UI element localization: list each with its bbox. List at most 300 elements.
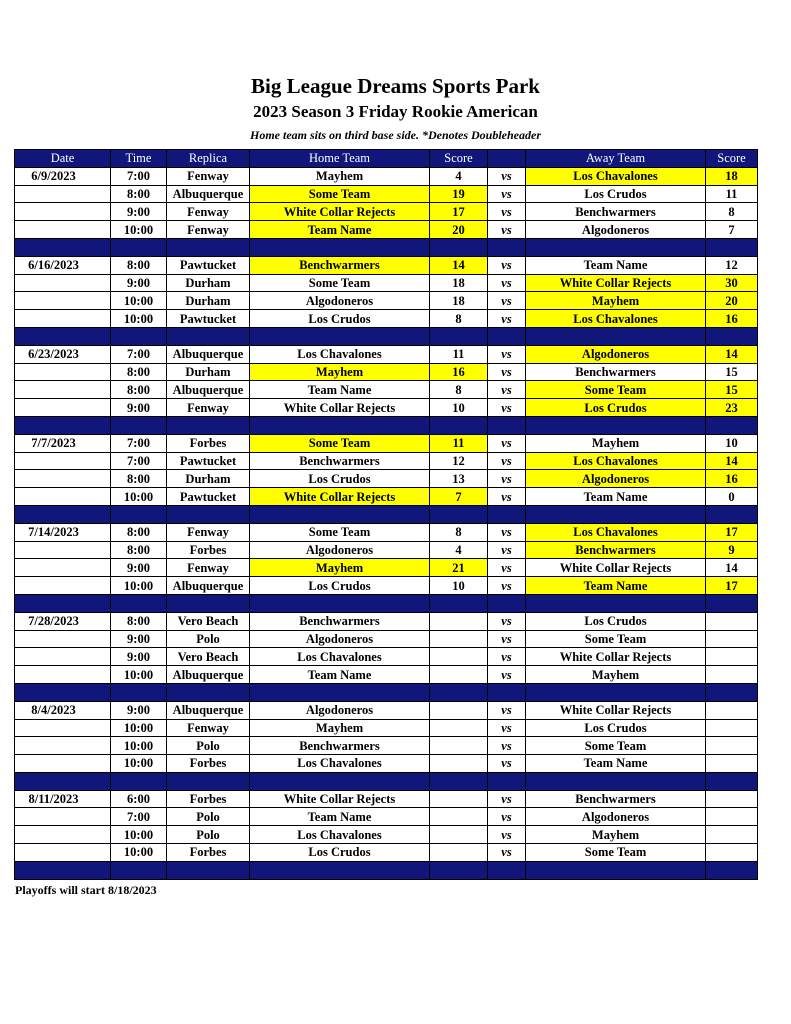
home-team: Los Chavalones xyxy=(250,648,430,666)
col-header-date: Date xyxy=(15,150,111,168)
separator-cell xyxy=(430,594,488,612)
separator-cell xyxy=(167,683,250,701)
away-score xyxy=(706,666,758,684)
away-team: Los Chavalones xyxy=(526,523,706,541)
game-time: 10:00 xyxy=(111,719,167,737)
home-score: 4 xyxy=(430,167,488,185)
home-team: Mayhem xyxy=(250,719,430,737)
separator-cell xyxy=(526,238,706,256)
away-score xyxy=(706,630,758,648)
separator-cell xyxy=(430,327,488,345)
separator-cell xyxy=(488,416,526,434)
game-row xyxy=(15,203,758,221)
vs-label: vs xyxy=(488,559,526,577)
away-score: 15 xyxy=(706,381,758,399)
game-date xyxy=(15,274,111,292)
separator-cell xyxy=(526,861,706,879)
away-team: Mayhem xyxy=(526,666,706,684)
game-field: Durham xyxy=(167,274,250,292)
game-row xyxy=(15,381,758,399)
home-team: Los Chavalones xyxy=(250,826,430,844)
game-field: Pawtucket xyxy=(167,310,250,328)
game-time: 8:00 xyxy=(111,612,167,630)
col-header-time: Time xyxy=(111,150,167,168)
away-score: 18 xyxy=(706,167,758,185)
game-row xyxy=(15,470,758,488)
separator-cell xyxy=(111,594,167,612)
game-time: 8:00 xyxy=(111,381,167,399)
col-header-vs xyxy=(488,150,526,168)
away-score xyxy=(706,826,758,844)
game-time: 9:00 xyxy=(111,203,167,221)
separator-cell xyxy=(167,772,250,790)
separator-cell xyxy=(250,861,430,879)
game-date: 7/14/2023 xyxy=(15,523,111,541)
away-score: 0 xyxy=(706,488,758,506)
away-score: 17 xyxy=(706,577,758,595)
game-date: 6/16/2023 xyxy=(15,256,111,274)
vs-label: vs xyxy=(488,488,526,506)
separator-cell xyxy=(250,594,430,612)
home-team: White Collar Rejects xyxy=(250,203,430,221)
game-field: Polo xyxy=(167,808,250,826)
away-score: 16 xyxy=(706,310,758,328)
col-header-replica: Replica xyxy=(167,150,250,168)
home-team: Some Team xyxy=(250,434,430,452)
vs-label: vs xyxy=(488,630,526,648)
game-field: Polo xyxy=(167,737,250,755)
separator-cell xyxy=(15,327,111,345)
header-row xyxy=(15,150,758,168)
home-score: 11 xyxy=(430,345,488,363)
vs-label: vs xyxy=(488,167,526,185)
away-score: 15 xyxy=(706,363,758,381)
separator-cell xyxy=(15,416,111,434)
home-score xyxy=(430,701,488,719)
home-team: Los Crudos xyxy=(250,310,430,328)
game-row xyxy=(15,274,758,292)
away-team: Some Team xyxy=(526,630,706,648)
vs-label: vs xyxy=(488,363,526,381)
game-row xyxy=(15,666,758,684)
separator-cell xyxy=(167,416,250,434)
game-time: 7:00 xyxy=(111,167,167,185)
week-separator xyxy=(15,772,758,790)
away-team: Some Team xyxy=(526,381,706,399)
separator-cell xyxy=(430,772,488,790)
separator-cell xyxy=(706,772,758,790)
game-date xyxy=(15,541,111,559)
vs-label: vs xyxy=(488,737,526,755)
home-score xyxy=(430,630,488,648)
away-team: Mayhem xyxy=(526,434,706,452)
game-time: 8:00 xyxy=(111,256,167,274)
game-time: 9:00 xyxy=(111,648,167,666)
separator-cell xyxy=(15,683,111,701)
separator-cell xyxy=(167,327,250,345)
home-score xyxy=(430,808,488,826)
game-date xyxy=(15,630,111,648)
home-score xyxy=(430,844,488,862)
home-team: Team Name xyxy=(250,666,430,684)
vs-label: vs xyxy=(488,755,526,773)
separator-cell xyxy=(488,505,526,523)
away-team: Mayhem xyxy=(526,292,706,310)
col-header-away-team: Away Team xyxy=(526,150,706,168)
game-time: 10:00 xyxy=(111,221,167,239)
game-field: Fenway xyxy=(167,167,250,185)
vs-label: vs xyxy=(488,470,526,488)
week-separator xyxy=(15,416,758,434)
vs-label: vs xyxy=(488,381,526,399)
game-date xyxy=(15,470,111,488)
game-row xyxy=(15,630,758,648)
week-separator xyxy=(15,861,758,879)
separator-cell xyxy=(430,238,488,256)
separator-cell xyxy=(706,416,758,434)
game-date: 8/4/2023 xyxy=(15,701,111,719)
game-date xyxy=(15,808,111,826)
game-field: Pawtucket xyxy=(167,452,250,470)
game-time: 8:00 xyxy=(111,185,167,203)
game-date xyxy=(15,719,111,737)
home-team: Team Name xyxy=(250,808,430,826)
col-header-home-team: Home Team xyxy=(250,150,430,168)
game-date xyxy=(15,844,111,862)
game-row xyxy=(15,363,758,381)
game-field: Albuquerque xyxy=(167,345,250,363)
separator-cell xyxy=(706,861,758,879)
home-team: Mayhem xyxy=(250,167,430,185)
game-date: 7/7/2023 xyxy=(15,434,111,452)
separator-cell xyxy=(706,594,758,612)
game-field: Albuquerque xyxy=(167,701,250,719)
separator-cell xyxy=(250,772,430,790)
game-time: 9:00 xyxy=(111,701,167,719)
vs-label: vs xyxy=(488,203,526,221)
home-score xyxy=(430,648,488,666)
home-team: Team Name xyxy=(250,381,430,399)
home-team: Benchwarmers xyxy=(250,256,430,274)
separator-cell xyxy=(111,505,167,523)
game-row xyxy=(15,559,758,577)
away-score: 9 xyxy=(706,541,758,559)
vs-label: vs xyxy=(488,666,526,684)
game-time: 8:00 xyxy=(111,523,167,541)
home-team: Team Name xyxy=(250,221,430,239)
away-team: Team Name xyxy=(526,577,706,595)
game-date xyxy=(15,221,111,239)
home-score: 16 xyxy=(430,363,488,381)
game-field: Fenway xyxy=(167,203,250,221)
home-score xyxy=(430,790,488,808)
away-team: Some Team xyxy=(526,737,706,755)
vs-label: vs xyxy=(488,399,526,417)
separator-cell xyxy=(111,416,167,434)
week-separator xyxy=(15,238,758,256)
game-date: 6/9/2023 xyxy=(15,167,111,185)
game-row xyxy=(15,701,758,719)
playoffs-note: Playoffs will start 8/18/2023 xyxy=(15,883,157,897)
game-field: Pawtucket xyxy=(167,488,250,506)
game-date xyxy=(15,452,111,470)
separator-cell xyxy=(430,416,488,434)
separator-cell xyxy=(526,683,706,701)
game-row xyxy=(15,452,758,470)
vs-label: vs xyxy=(488,541,526,559)
away-team: Algodoneros xyxy=(526,470,706,488)
away-team: Benchwarmers xyxy=(526,203,706,221)
vs-label: vs xyxy=(488,808,526,826)
away-team: White Collar Rejects xyxy=(526,559,706,577)
game-field: Polo xyxy=(167,630,250,648)
separator-cell xyxy=(250,505,430,523)
game-date xyxy=(15,559,111,577)
away-score xyxy=(706,790,758,808)
separator-cell xyxy=(111,238,167,256)
home-score: 11 xyxy=(430,434,488,452)
game-field: Fenway xyxy=(167,221,250,239)
game-field: Pawtucket xyxy=(167,256,250,274)
game-row xyxy=(15,719,758,737)
away-score: 20 xyxy=(706,292,758,310)
home-score: 20 xyxy=(430,221,488,239)
separator-cell xyxy=(15,861,111,879)
home-team: Los Crudos xyxy=(250,577,430,595)
away-team: White Collar Rejects xyxy=(526,701,706,719)
separator-cell xyxy=(111,683,167,701)
game-field: Forbes xyxy=(167,434,250,452)
separator-cell xyxy=(706,683,758,701)
game-date xyxy=(15,577,111,595)
week-separator xyxy=(15,683,758,701)
game-field: Durham xyxy=(167,470,250,488)
game-field: Forbes xyxy=(167,844,250,862)
game-time: 7:00 xyxy=(111,452,167,470)
vs-label: vs xyxy=(488,274,526,292)
game-date xyxy=(15,363,111,381)
away-team: Some Team xyxy=(526,844,706,862)
home-score xyxy=(430,666,488,684)
game-time: 7:00 xyxy=(111,808,167,826)
home-score: 8 xyxy=(430,310,488,328)
home-score: 10 xyxy=(430,399,488,417)
separator-cell xyxy=(167,238,250,256)
home-score: 7 xyxy=(430,488,488,506)
game-time: 7:00 xyxy=(111,434,167,452)
separator-cell xyxy=(111,861,167,879)
away-score: 12 xyxy=(706,256,758,274)
game-time: 10:00 xyxy=(111,826,167,844)
game-time: 10:00 xyxy=(111,844,167,862)
home-team: Benchwarmers xyxy=(250,452,430,470)
game-row xyxy=(15,790,758,808)
separator-cell xyxy=(488,327,526,345)
game-date xyxy=(15,381,111,399)
game-time: 10:00 xyxy=(111,737,167,755)
separator-cell xyxy=(15,238,111,256)
game-field: Durham xyxy=(167,363,250,381)
home-score xyxy=(430,719,488,737)
game-row xyxy=(15,434,758,452)
game-time: 9:00 xyxy=(111,274,167,292)
game-row xyxy=(15,648,758,666)
game-row xyxy=(15,826,758,844)
away-score xyxy=(706,808,758,826)
game-time: 10:00 xyxy=(111,755,167,773)
game-time: 10:00 xyxy=(111,292,167,310)
away-score xyxy=(706,701,758,719)
week-separator xyxy=(15,505,758,523)
game-row xyxy=(15,256,758,274)
separator-cell xyxy=(526,327,706,345)
separator-cell xyxy=(15,594,111,612)
game-date xyxy=(15,203,111,221)
away-score: 11 xyxy=(706,185,758,203)
game-row xyxy=(15,612,758,630)
game-row xyxy=(15,345,758,363)
away-team: Team Name xyxy=(526,755,706,773)
game-time: 10:00 xyxy=(111,310,167,328)
away-team: Los Chavalones xyxy=(526,310,706,328)
week-separator xyxy=(15,594,758,612)
away-score: 7 xyxy=(706,221,758,239)
separator-cell xyxy=(488,683,526,701)
vs-label: vs xyxy=(488,790,526,808)
home-score xyxy=(430,755,488,773)
separator-cell xyxy=(706,327,758,345)
home-score: 10 xyxy=(430,577,488,595)
separator-cell xyxy=(488,594,526,612)
home-score: 17 xyxy=(430,203,488,221)
away-score xyxy=(706,612,758,630)
season-subtitle: 2023 Season 3 Friday Rookie American xyxy=(253,102,538,121)
game-date xyxy=(15,185,111,203)
home-score: 18 xyxy=(430,274,488,292)
game-field: Fenway xyxy=(167,559,250,577)
away-team: Team Name xyxy=(526,256,706,274)
game-time: 9:00 xyxy=(111,399,167,417)
away-team: Algodoneros xyxy=(526,345,706,363)
game-date xyxy=(15,399,111,417)
away-team: Mayhem xyxy=(526,826,706,844)
away-score: 14 xyxy=(706,559,758,577)
separator-cell xyxy=(526,416,706,434)
away-score: 16 xyxy=(706,470,758,488)
home-team: Los Chavalones xyxy=(250,345,430,363)
away-team: Team Name xyxy=(526,488,706,506)
vs-label: vs xyxy=(488,345,526,363)
vs-label: vs xyxy=(488,452,526,470)
away-team: Algodoneros xyxy=(526,808,706,826)
game-time: 9:00 xyxy=(111,559,167,577)
away-score: 10 xyxy=(706,434,758,452)
game-time: 8:00 xyxy=(111,363,167,381)
away-team: Benchwarmers xyxy=(526,541,706,559)
game-time: 6:00 xyxy=(111,790,167,808)
separator-cell xyxy=(488,772,526,790)
vs-label: vs xyxy=(488,612,526,630)
game-row xyxy=(15,737,758,755)
game-time: 10:00 xyxy=(111,577,167,595)
separator-cell xyxy=(15,505,111,523)
game-date: 8/11/2023 xyxy=(15,790,111,808)
home-team: White Collar Rejects xyxy=(250,488,430,506)
vs-label: vs xyxy=(488,648,526,666)
separator-cell xyxy=(526,505,706,523)
game-date: 6/23/2023 xyxy=(15,345,111,363)
home-team: Benchwarmers xyxy=(250,612,430,630)
game-row xyxy=(15,523,758,541)
away-score: 14 xyxy=(706,452,758,470)
game-row xyxy=(15,167,758,185)
game-time: 9:00 xyxy=(111,630,167,648)
home-score: 8 xyxy=(430,381,488,399)
home-team: Algodoneros xyxy=(250,541,430,559)
page-title: Big League Dreams Sports Park xyxy=(251,74,540,98)
home-team: White Collar Rejects xyxy=(250,790,430,808)
away-team: Los Crudos xyxy=(526,612,706,630)
home-score xyxy=(430,612,488,630)
game-time: 8:00 xyxy=(111,541,167,559)
game-field: Forbes xyxy=(167,790,250,808)
home-score: 14 xyxy=(430,256,488,274)
away-score: 23 xyxy=(706,399,758,417)
separator-cell xyxy=(430,861,488,879)
separator-cell xyxy=(526,772,706,790)
home-score: 12 xyxy=(430,452,488,470)
home-team: White Collar Rejects xyxy=(250,399,430,417)
away-team: Los Crudos xyxy=(526,399,706,417)
col-header-away-score: Score xyxy=(706,150,758,168)
game-date xyxy=(15,488,111,506)
away-team: Los Crudos xyxy=(526,185,706,203)
vs-label: vs xyxy=(488,826,526,844)
game-field: Albuquerque xyxy=(167,666,250,684)
home-score: 18 xyxy=(430,292,488,310)
away-score xyxy=(706,737,758,755)
separator-cell xyxy=(526,594,706,612)
col-header-home-score: Score xyxy=(430,150,488,168)
home-team: Some Team xyxy=(250,274,430,292)
game-row xyxy=(15,844,758,862)
game-row xyxy=(15,577,758,595)
game-row xyxy=(15,755,758,773)
game-date xyxy=(15,755,111,773)
away-team: Los Crudos xyxy=(526,719,706,737)
separator-cell xyxy=(167,861,250,879)
away-team: Benchwarmers xyxy=(526,363,706,381)
game-field: Polo xyxy=(167,826,250,844)
game-row xyxy=(15,310,758,328)
game-field: Durham xyxy=(167,292,250,310)
separator-cell xyxy=(430,505,488,523)
home-team: Some Team xyxy=(250,185,430,203)
home-team: Benchwarmers xyxy=(250,737,430,755)
separator-cell xyxy=(250,683,430,701)
home-team: Some Team xyxy=(250,523,430,541)
away-score xyxy=(706,719,758,737)
vs-label: vs xyxy=(488,185,526,203)
game-date: 7/28/2023 xyxy=(15,612,111,630)
separator-cell xyxy=(488,238,526,256)
game-time: 10:00 xyxy=(111,666,167,684)
separator-cell xyxy=(430,683,488,701)
game-field: Vero Beach xyxy=(167,612,250,630)
home-score: 19 xyxy=(430,185,488,203)
separator-cell xyxy=(111,772,167,790)
home-team: Algodoneros xyxy=(250,630,430,648)
